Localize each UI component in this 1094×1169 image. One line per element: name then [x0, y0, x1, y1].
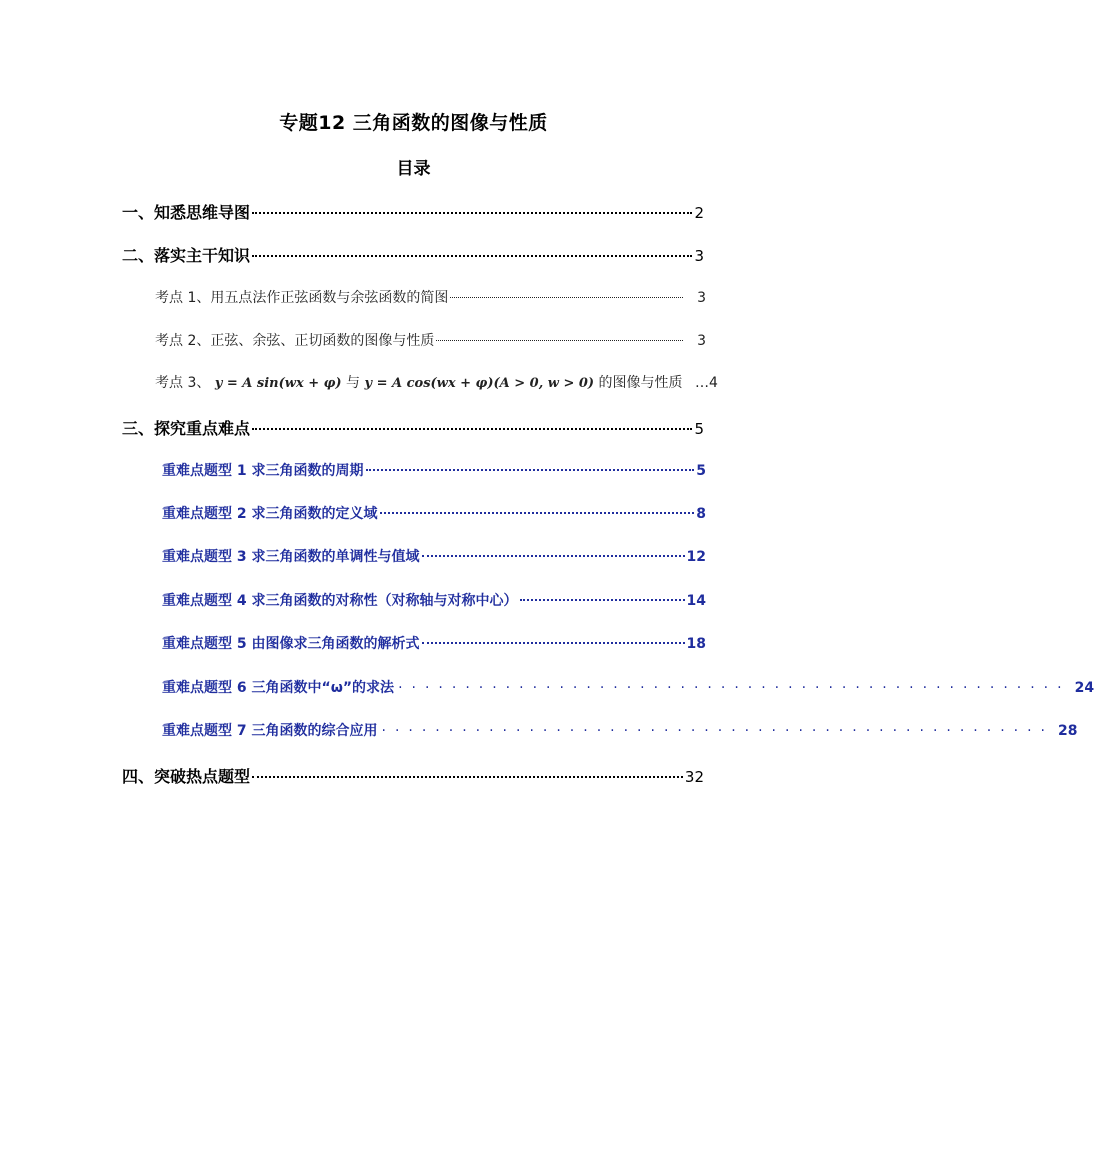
toc-page-number: 14 — [686, 593, 706, 609]
toc-type-label: 重难点题型 6 三角函数中“ω”的求法 — [162, 680, 395, 696]
dot-leader — [252, 428, 692, 430]
toc-type-3[interactable] — [162, 546, 706, 566]
toc-point-label: 考点 1、用五点法作正弦函数与余弦函数的简图 — [155, 290, 449, 306]
toc-page-number: 2 — [694, 204, 704, 222]
toc-section-1[interactable] — [122, 200, 704, 223]
formula-cos: y = A cos(wx + φ)(A > 0, w > 0) — [364, 376, 595, 391]
toc-page-number: 4 — [708, 375, 718, 391]
toc-page-number: 32 — [684, 768, 704, 786]
toc-page-number: 5 — [694, 420, 704, 438]
toc-section-4[interactable] — [122, 764, 704, 787]
toc-type-4[interactable] — [162, 590, 706, 610]
toc-page-number: 5 — [696, 463, 706, 479]
toc-type-label: 重难点题型 1 求三角函数的周期 — [162, 463, 364, 479]
toc-section-label: 三、探究重点难点 — [122, 419, 251, 438]
dot-leader — [422, 555, 685, 557]
ellipsis-leader: … — [694, 375, 709, 391]
toc-section-label: 二、落实主干知识 — [122, 246, 251, 265]
dot-leader: ·················································· — [398, 680, 1071, 696]
toc-section-2[interactable] — [122, 243, 704, 266]
page-title: 专题12 三角函数的图像与性质 — [279, 112, 548, 134]
dot-leader — [252, 776, 683, 778]
toc-point-3[interactable] — [155, 372, 718, 392]
toc-page-number: 18 — [686, 636, 706, 652]
toc-heading: 目录 — [396, 159, 431, 179]
toc-type-7[interactable] — [162, 720, 1078, 740]
toc-point-connector: 与 — [346, 375, 361, 391]
dot-leader — [422, 642, 685, 644]
toc-point-1[interactable] — [155, 287, 706, 307]
toc-section-3[interactable] — [122, 416, 704, 439]
toc-point-2[interactable] — [155, 330, 706, 350]
toc-section-label: 一、知悉思维导图 — [122, 203, 251, 222]
toc-page-number: 3 — [697, 290, 706, 306]
dot-leader — [366, 469, 695, 471]
toc-type-2[interactable] — [162, 503, 706, 523]
formula-sin: y = A sin(wx + φ) — [214, 376, 342, 391]
toc-page-number: 3 — [697, 333, 706, 349]
toc-page-number: 8 — [696, 506, 706, 522]
dot-leader — [436, 340, 683, 341]
toc-page-number: 12 — [686, 549, 706, 565]
toc-page-number: 24 — [1074, 680, 1094, 696]
toc-type-label: 重难点题型 5 由图像求三角函数的解析式 — [162, 636, 420, 652]
toc-point-label — [155, 372, 709, 392]
toc-point-prefix: 考点 3、 — [155, 375, 211, 391]
toc-type-label: 重难点题型 7 三角函数的综合应用 — [162, 723, 378, 739]
toc-page-number: 3 — [694, 247, 704, 265]
dot-leader: ·················································· — [381, 723, 1055, 739]
dot-leader — [252, 255, 692, 257]
toc-point-suffix: 的图像与性质 — [598, 375, 683, 391]
toc-type-1[interactable] — [162, 460, 706, 480]
toc-type-label: 重难点题型 4 求三角函数的对称性（对称轴与对称中心） — [162, 593, 518, 609]
toc-type-label: 重难点题型 3 求三角函数的单调性与值域 — [162, 549, 420, 565]
toc-point-label: 考点 2、正弦、余弦、正切函数的图像与性质 — [155, 333, 435, 349]
toc-type-6[interactable] — [162, 677, 1094, 697]
dot-leader — [252, 212, 692, 214]
toc-section-label: 四、突破热点题型 — [122, 767, 251, 786]
dot-leader — [380, 512, 695, 514]
dot-leader — [450, 297, 683, 298]
toc-type-label: 重难点题型 2 求三角函数的定义域 — [162, 506, 378, 522]
toc-type-5[interactable] — [162, 633, 706, 653]
dot-leader — [520, 599, 685, 601]
toc-page-number: 28 — [1058, 723, 1078, 739]
